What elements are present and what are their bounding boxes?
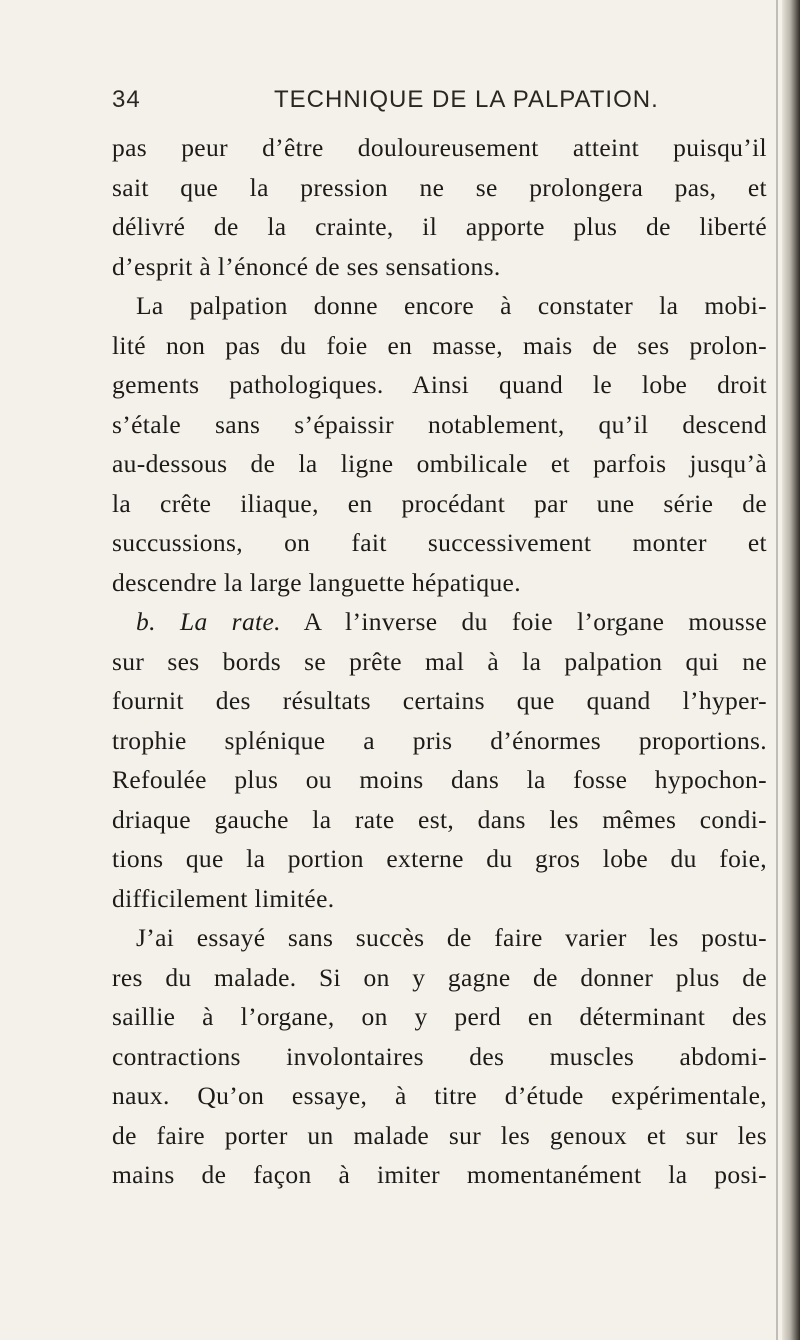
text-line: saillie à l’organe, on y perd en déterminant des [112, 1002, 767, 1031]
text-line: au-dessous de la ligne ombilicale et parfois jusqu’à [112, 449, 767, 478]
text-line: difficilement limitée. [112, 883, 335, 913]
text-line: délivré de la crainte, il apporte plus de liberté [112, 212, 767, 241]
text-line: fournit des résultats certains que quand l’hyper- [112, 686, 767, 715]
text-line: sur ses bords se prête mal à la palpation qui ne [112, 646, 767, 676]
text-line: trophie splénique a pris d’énormes proportions. [112, 725, 767, 755]
page-number: 34 [112, 86, 141, 113]
text-line: lité non pas du foie en masse, mais de ses prolon- [112, 330, 767, 360]
text-line: s’étale sans s’épaissir notablement, qu’il descend [112, 409, 767, 439]
text-line: driaque gauche la rate est, dans les mêmes condi- [112, 804, 767, 834]
text-line: tions que la portion externe du gros lobe du foie, [112, 844, 767, 873]
text-line: de faire porter un malade sur les genoux et sur les [112, 1120, 767, 1150]
section-title: La rate. [179, 607, 281, 636]
running-title: TECHNIQUE DE LA PALPATION. [274, 86, 659, 113]
text-line: La palpation donne encore à constater la mobi- [136, 291, 767, 320]
section-first-line: A l’inverse du foie l’organe mousse [303, 607, 767, 636]
section-label: b. [136, 607, 156, 636]
text-line: la crête iliaque, en procédant par une série de [112, 488, 767, 518]
text-line: descendre la large languette hépatique. [112, 567, 521, 597]
page-header [112, 86, 772, 118]
text-line: naux. Qu’on essaye, à titre d’étude expérimentale, [112, 1081, 767, 1110]
text-line: sait que la pression ne se prolongera pas, et [112, 172, 767, 202]
text-line: J’ai essayé sans succès de faire varier les postu- [136, 923, 767, 952]
text-line: res du malade. Si on y gagne de donner plus de [112, 962, 767, 992]
text-line: pas peur d’être douloureusement atteint puisqu’il [112, 133, 767, 162]
text-line: contractions involontaires des muscles abdomi- [112, 1041, 767, 1071]
text-line: d’esprit à l’énoncé de ses sensations. [112, 251, 501, 281]
body-text [112, 128, 767, 1195]
page-binding-shadow [782, 0, 800, 1340]
text-line: Refoulée plus ou moins dans la fosse hypochon- [112, 765, 767, 794]
text-line: mains de façon à imiter momentanément la posi- [112, 1160, 767, 1189]
section-heading-line [112, 602, 767, 642]
text-line: gements pathologiques. Ainsi quand le lobe droit [112, 370, 767, 399]
text-line: succussions, on fait successivement monter et [112, 528, 767, 557]
page-edge-line [776, 0, 778, 1340]
